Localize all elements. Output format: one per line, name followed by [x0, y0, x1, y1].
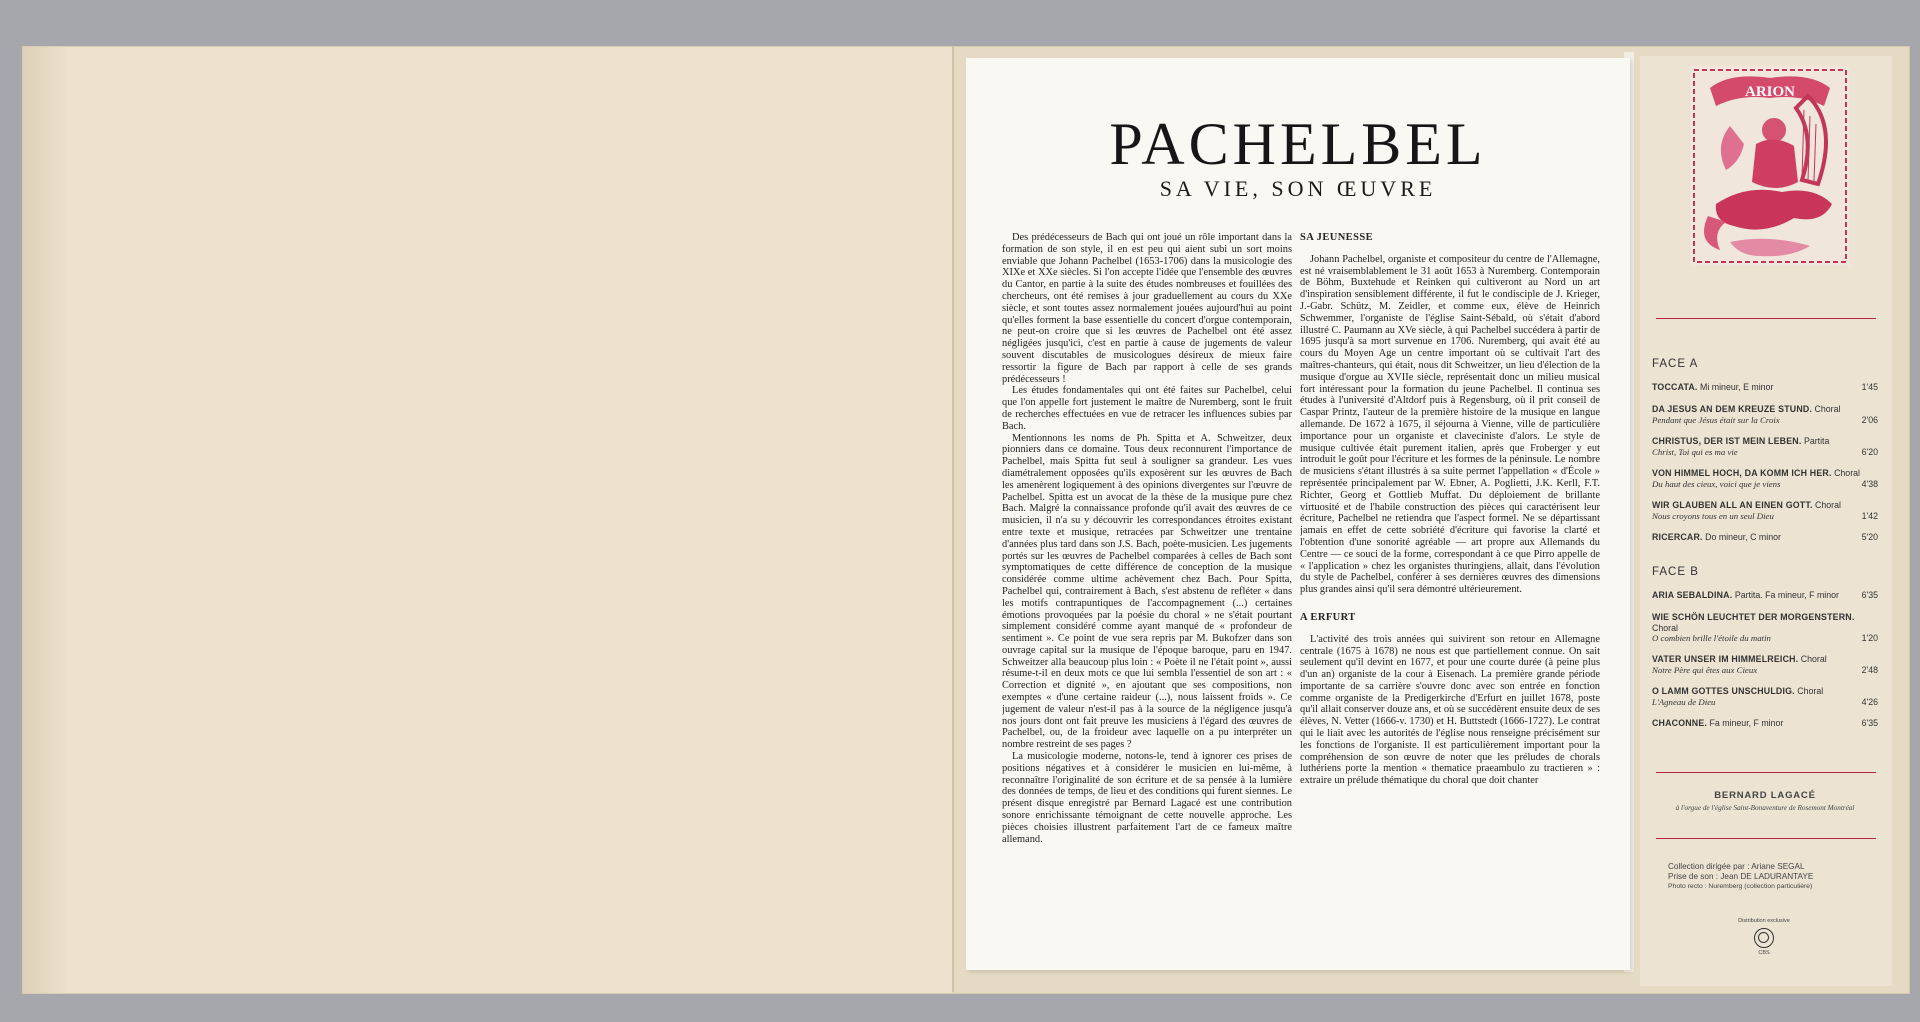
- section-text-erfurt: L'activité des trois années qui suivirent son retour en Allemagne centrale (1675 à 1678) ne nous est que partiellement connue. On sait seulement qu'il devint en 1677, et pour une courte durée (à peine plus d'un an) organiste de la cour à Eisenach. La première grande période importante de sa carrière s'ouvre donc avec son entrée en fonction comme organiste de la Predigerkirche d'Erfurt en juillet 1678, poste qu'il allait conserver douze ans, et où se succédèrent ensuite deux de ses élèves, N. Vetter (1666-v. 1730) et H. Buttstedt (1666-1727). Le contrat qui le liait avec les autorités de l'église nous renseigne précisément sur les fonctions de l'organiste. Il est particulièrement important pour la compréhension de son œuvre de noter que les préludes de chorals luthériens porte la mention « thematice praeambulo zu tractieren » : extraire un prélude thématique du choral que doit chanter: [1300, 633, 1600, 787]
- track-b1: [1652, 590, 1882, 601]
- track-translation: O combien brille l'étoile du matin: [1652, 633, 1771, 644]
- fold-shadow: [23, 47, 68, 993]
- track-translation: Notre Père qui êtes aux Cieux: [1652, 664, 1758, 675]
- track-title: TOCCATA.: [1652, 382, 1698, 392]
- intro-paragraph-3: Mentionnons les noms de Ph. Spitta et A. Schweitzer, deux pionniers dans ce domaine. Tous deux reconnurent l'importance de Pachelbel, mais Spitta fut seul à souligner sa grandeur. Les vues diamétralement opposées qu'ils exposèrent sur les œuvres de Bach les amenèrent logiquement à des opinions divergentes sur l'œuvre de Pachelbel. Spitta est un avocat de la thèse de la musique pure chez Bach. Malgré la connaissance profonde qu'il avait des œuvres de ce musicien, il n'a su y découvrir les correspondances étroites existant entre texte et musique, retracées par Schweitzer une trentaine d'années plus tard dans son J.S. Bach, poète-musicien. Les jugements portés sur les œuvres de Pachelbel comparées à celles de Bach sont symptomatiques de cette différence de conception de la musique considérée comme ultime achèvement chez Bach. Pour Spitta, Pachelbel qui, contrairement à Bach, s'est abstenu de refléter « dans les motifs contrapuntiques de l'accompagnement (...) certaines émotions provoquées par la poésie du choral » ne s'était pourtant simplement considéré comme ayant manqué de « profondeur de sentiment ». Ce point de vue sera repris par M. Bukofzer dans son ouvrage capital sur la musique de l'époque baroque, paru en 1947. Schweitzer alla beaucoup plus loin : « Poète il ne l'était point », aussi résume-t-il en deux mots ce que lui sembla l'essentiel de son art : « Correction et dignité », en ajoutant que ses compositions, non exemptes « d'une certaine raideur (...), nous laissent froids ». Ce jugement de valeur n'est-il pas à la source de la négligence jusqu'à nos jours dont ont fait preuve les musiciens à l'égard des œuvres de Pachelbel, ou, de la froideur avec laquelle on a pu interpréter un nombre restreint de ses pages ?: [1002, 432, 1292, 751]
- track-translation: Christ, Toi qui es ma vie: [1652, 446, 1738, 457]
- track-duration: 4'38: [1861, 478, 1878, 489]
- track-duration: 2'06: [1861, 414, 1878, 425]
- booklet-title: PACHELBEL: [1109, 111, 1487, 177]
- track-title: ARIA SEBALDINA.: [1652, 590, 1733, 600]
- track-duration: 1'42: [1861, 510, 1878, 521]
- credit-sound: Prise de son : Jean DE LADURANTAYE: [1668, 872, 1814, 881]
- liner-notes-booklet: [966, 58, 1630, 970]
- performer-venue: à l'orgue de l'église Saint-Bonaventure de Rosemont Montréal: [1675, 804, 1855, 812]
- track-a6: [1652, 532, 1882, 543]
- track-title: VATER UNSER IM HIMMELREICH.: [1652, 654, 1799, 664]
- track-key: Do mineur, C minor: [1705, 532, 1781, 542]
- track-key: Partita. Fa mineur, F minor: [1734, 590, 1839, 600]
- divider-bottom: [1656, 772, 1876, 773]
- track-key: Mi mineur, E minor: [1700, 382, 1774, 392]
- intro-paragraph-4: La musicologie moderne, notons-le, tend à ignorer ces prises de positions négatives et à considérer le musicien en lui-même, à reconnaître l'originalité de son écriture et de sa pensée à la lumière des données de temps, de lieu et des conditions qui furent siennes. Le présent disque enregistré par Bernard Lagacé est une contribution sonore enrichissante témoignant de cette nouvelle approche. Les pièces choisies illustrent parfaitement l'art de ce fameux maître allemand.: [1002, 751, 1292, 845]
- track-a5: [1652, 500, 1882, 521]
- track-title: RICERCAR.: [1652, 532, 1703, 542]
- intro-paragraph-2: Les études fondamentales qui ont été faites sur Pachelbel, celui que l'on appelle fort justement le maître de Nuremberg, sont le fruit de recherches effectuées en vue de retracer les influences subies par Bach.: [1002, 385, 1292, 432]
- track-title: O LAMM GOTTES UNSCHULDIG.: [1652, 686, 1795, 696]
- arion-logo: [1690, 66, 1850, 266]
- track-form: Choral: [1815, 500, 1841, 510]
- track-duration: 6'35: [1861, 590, 1878, 600]
- liner-notes-right-column: [1300, 232, 1600, 962]
- track-title: CHACONNE.: [1652, 718, 1708, 728]
- track-duration: 6'20: [1861, 446, 1878, 457]
- track-title: WIE SCHÖN LEUCHTET DER MORGENSTERN.: [1652, 612, 1855, 622]
- divider-credits: [1656, 838, 1876, 839]
- track-form: Partita: [1803, 436, 1830, 446]
- track-a3: [1652, 436, 1882, 457]
- track-b3: [1652, 654, 1882, 675]
- face-b-heading: FACE B: [1652, 566, 1699, 578]
- cbs-eye-icon: [1754, 928, 1774, 948]
- track-b5: [1652, 718, 1882, 729]
- intro-paragraph-1: Des prédécesseurs de Bach qui ont joué un rôle important dans la formation de son style, il en est peu qui aient subi un sort moins enviable que Johann Pachelbel (1653-1706) dans la musicologie des XIXe et XXe siècles. Si l'on accepte l'idée que l'ensemble des œuvres du Cantor, en partie à la suite des études nombreuses et fouillées des chercheurs, ont été remises à jour graduellement au cours du XXe siècle, et sont toutes assez normalement jouées aujourd'hui au point qu'elles forment la base essentielle du concert d'orgue contemporain, ne peut-on croire que si les œuvres de Pachelbel ont été assez négligées jusqu'ici, c'est en partie à cause de jugements de valeur souvent discutables de musicologues désireux de mieux faire ressortir la figure de Bach par rapport à celle de ses grands prédécesseurs !: [1002, 232, 1292, 385]
- divider-top: [1656, 318, 1876, 319]
- track-translation: Pendant que Jésus était sur la Croix: [1652, 414, 1780, 425]
- track-duration: 1'45: [1861, 382, 1878, 392]
- distribution-brand: CBS: [1758, 949, 1770, 956]
- track-duration: 4'26: [1861, 696, 1878, 707]
- track-form: Choral: [1800, 654, 1827, 664]
- distribution-label: Distribution exclusive: [1738, 918, 1790, 924]
- arion-logo-text: ARION: [1744, 84, 1796, 100]
- track-title: DA JESUS AN DEM KREUZE STUND.: [1652, 404, 1813, 414]
- track-form: Choral: [1652, 622, 1678, 633]
- track-duration: 2'48: [1861, 664, 1878, 675]
- performer-block: [1652, 790, 1878, 813]
- track-title: CHRISTUS, DER IST MEIN LEBEN.: [1652, 436, 1802, 446]
- track-a2: [1652, 404, 1882, 425]
- section-heading-erfurt: A ERFURT: [1300, 611, 1356, 623]
- track-translation: Du haut des cieux, voici que je viens: [1652, 478, 1781, 489]
- track-form: Choral: [1834, 468, 1860, 478]
- track-a1: [1652, 382, 1882, 393]
- track-translation: Nous croyons tous en un seul Dieu: [1652, 510, 1774, 521]
- track-form: Choral: [1814, 404, 1841, 414]
- back-cover-tracklist-panel: [1640, 56, 1892, 986]
- track-title: VON HIMMEL HOCH, DA KOMM ICH HER.: [1652, 468, 1832, 478]
- track-duration: 6'35: [1861, 718, 1878, 728]
- gatefold-spine: [952, 46, 954, 992]
- track-b2: [1652, 612, 1882, 644]
- liner-notes-left-column: [1002, 232, 1292, 952]
- credit-photo: Photo recto : Nuremberg (collection particulière): [1668, 883, 1813, 890]
- distribution-block: [1724, 918, 1804, 956]
- section-heading-jeunesse: SA JEUNESSE: [1300, 232, 1373, 243]
- section-text-jeunesse: Johann Pachelbel, organiste et compositeur du centre de l'Allemagne, est né vraisemblablement le 31 août 1653 à Nuremberg. Contemporain de Böhm, Buxtehude et Reinken qui cultiveront au Nord un art d'inspiration sensiblement différente, il fut le condisciple de J. Krieger, J.-Gabr. Schütz, M. Zeidler, et comme eux, élève de Heinrich Schwemmer, l'organiste de l'église Saint-Sébald, où s'était d'abord illustré C. Paumann au XVe siècle, à qui Pachelbel succédera à partir de 1695 jusqu'à sa mort survenue en 1706. Nuremberg, qui avait été au cours du Moyen Age un centre important où se cultivait l'art des maîtres-chanteurs, qui était, nous dit Schweitzer, un lieu d'élection de la musique d'orgue au XVIIe siècle, représentait donc un milieu musical fort intéressant pour la formation du jeune Pachelbel. Il continua ses études à l'université d'Altdorf puis à Regensburg, où il prit conseil de Caspar Printz, l'auteur de la première histoire de la musique en langue allemande. De 1672 à 1675, il séjourna à Vienne, ville de particulière importance pour un organiste et claveciniste d'alors. Le style de musique cultivée était purement italien, après que Froberger y eut introduit le goût pour l'écriture et les formes de la péninsule. Le nombre de musiciens s'étant illustrés à sa suite permet l'appellation « d'École » représentée principalement par W. Ebner, A. Poglietti, J.K. Kerll, F.T. Richter, Georg et Gottlieb Muffat. Du déploiement de brillante virtuosité et de l'habile construction des pièces qui caractérisent leur écriture, Pachelbel ne retiendra que l'aspect formel. Ne se départissant jamais en effet de cette sobriété d'écriture qui favorise la clarté et l'obtention d'une sonorité agréable — art propre aux Allemands du Centre — ce souci de la forme, correspondant à ce que Pirro appelle de « l'application » chez les organistes thuringiens, allait, dans l'évolution du style de Pachelbel, conférer à ses dernières œuvres des dimensions plus grandes ainsi qu'il sera démontré ultérieurement.: [1300, 253, 1600, 596]
- credit-director: Collection dirigée par : Ariane SEGAL: [1668, 862, 1805, 871]
- track-key: Fa mineur, F minor: [1709, 718, 1784, 728]
- harpist-woodcut-icon: [1690, 66, 1850, 266]
- track-translation: L'Agneau de Dieu: [1652, 696, 1716, 707]
- face-a-heading: FACE A: [1652, 358, 1699, 370]
- track-duration: 1'20: [1861, 633, 1878, 644]
- production-credits: [1668, 862, 1813, 892]
- booklet-subtitle: SA VIE, SON ŒUVRE: [1159, 176, 1437, 201]
- track-form: Choral: [1797, 686, 1824, 696]
- track-duration: 5'20: [1861, 532, 1878, 542]
- track-a4: [1652, 468, 1882, 489]
- track-title: WIR GLAUBEN ALL AN EINEN GOTT.: [1652, 500, 1813, 510]
- track-b4: [1652, 686, 1882, 707]
- performer-name: BERNARD LAGACÉ: [1714, 790, 1816, 801]
- gatefold-inner-left-panel: [22, 46, 954, 994]
